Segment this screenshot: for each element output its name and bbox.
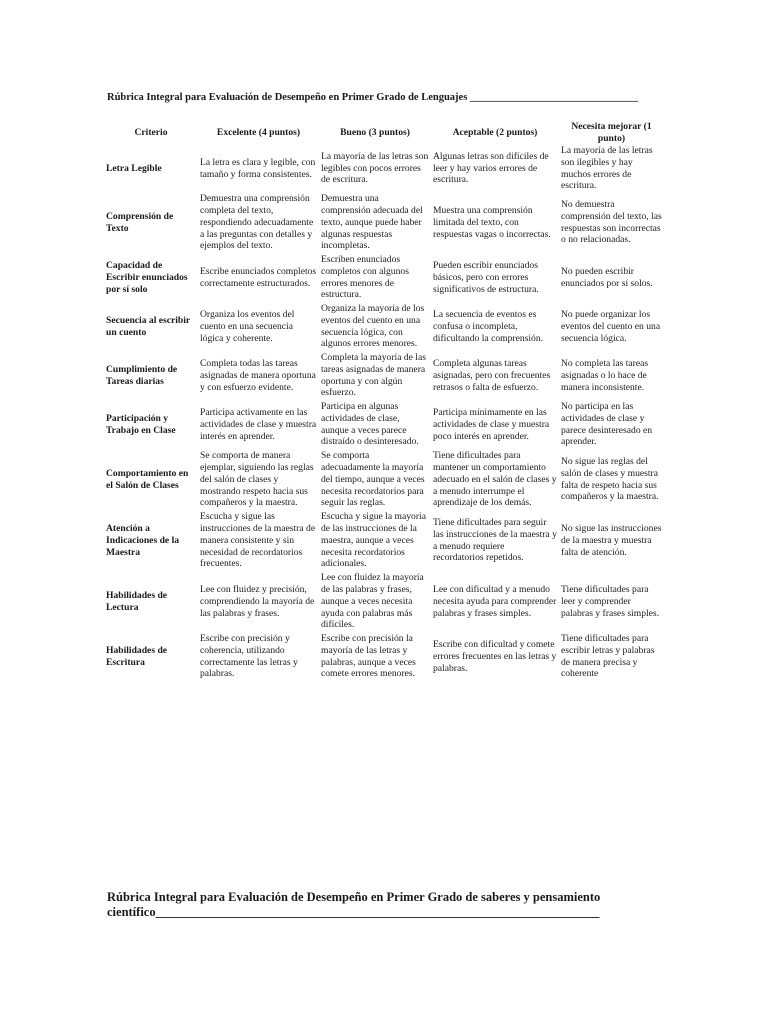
table-row xyxy=(104,510,664,571)
aceptable-cell: Completa algunas tareas asignadas, pero con frecuentes retrasos o falta de esfuerzo. xyxy=(433,357,551,393)
table-row xyxy=(104,253,664,302)
excelente-cell: Escribe enunciados completos correctamente estructurados. xyxy=(200,265,317,289)
necesita-mejorar-cell: No pueden escribir enunciados por sí solos. xyxy=(561,265,653,289)
bueno-cell: Lee con fluidez la mayoría de las palabras y frases, aunque a veces necesita ayuda con palabras más difíciles. xyxy=(321,572,424,631)
excelente-cell: Participa activamente en las actividades de clase y muestra interés en aprender. xyxy=(200,406,317,442)
criterion-cell: Comportamiento en el Salón de Clases xyxy=(106,467,189,491)
bueno-cell: Organiza la mayoría de los eventos del cuento en una secuencia lógica, con algunos errores menores. xyxy=(321,303,425,350)
aceptable-cell: Muestra una comprensión limitada del texto, con respuestas vagas o incorrectas. xyxy=(433,204,551,240)
criterion-cell: Participación y Trabajo en Clase xyxy=(106,412,176,436)
bueno-cell: La mayoría de las letras son legibles con pocos errores de escritura. xyxy=(321,150,429,186)
excelente-cell: Completa todas las tareas asignadas de manera oportuna y con esfuerzo evidente. xyxy=(200,357,316,393)
second-rubric-title: Rúbrica Integral para Evaluación de Desempeño en Primer Grado de saberes y pensamiento científico_______________________________________________________________________ xyxy=(107,890,601,919)
bueno-cell: Escriben enunciados completos con algunos errores menores de estructura. xyxy=(321,254,409,301)
criterion-cell: Secuencia al escribir un cuento xyxy=(106,314,191,338)
table-row xyxy=(104,192,664,253)
bueno-cell: Demuestra una comprensión adecuada del texto, aunque puede haber algunas respuestas incompletas. xyxy=(321,193,423,252)
excelente-cell: Se comporta de manera ejemplar, siguiendo las reglas del salón de clases y mostrando respeto hacia sus compañeros y la maestra. xyxy=(200,450,314,509)
header-aceptable: Aceptable (2 puntos) xyxy=(452,127,538,139)
necesita-mejorar-cell: No puede organizar los eventos del cuento en una secuencia lógica. xyxy=(561,308,661,344)
table-row xyxy=(104,571,664,632)
table-row xyxy=(104,351,664,400)
criterion-cell: Habilidades de Lectura xyxy=(106,589,168,613)
bueno-cell: Escribe con precisión la mayoría de las letras y palabras, aunque a veces comete errores menores. xyxy=(321,633,416,680)
header-necesita-mejorar: Necesita mejorar (1 punto) xyxy=(571,121,652,144)
necesita-mejorar-cell: No sigue las reglas del salón de clases y muestra falta de respeto hacia sus compañeros y la maestra. xyxy=(561,456,659,503)
table-row xyxy=(104,145,664,192)
aceptable-cell: Tiene dificultades para mantener un comportamiento adecuado en el salón de clases y a menudo interrumpe el aprendizaje de los demás. xyxy=(433,450,557,509)
aceptable-cell: Escribe con dificultad y comete errores frecuentes en las letras y palabras. xyxy=(433,638,557,674)
header-bueno: Bueno (3 puntos) xyxy=(340,127,410,139)
excelente-cell: Escucha y sigue las instrucciones de la maestra de manera consistente y sin necesidad de recordatorios frecuentes. xyxy=(200,511,316,570)
table-row xyxy=(104,400,664,449)
aceptable-cell: La secuencia de eventos es confusa o incompleta, dificultando la comprensión. xyxy=(433,308,544,344)
criterion-cell: Letra Legible xyxy=(106,162,162,174)
header-criterio: Criterio xyxy=(134,127,168,139)
bueno-cell: Completa la mayoría de las tareas asignadas de manera oportuna y con algún esfuerzo. xyxy=(321,352,426,399)
bueno-cell: Participa en algunas actividades de clase, aunque a veces parece distraído o desinteresado. xyxy=(321,401,419,448)
excelente-cell: Demuestra una comprensión completa del texto, respondiendo adecuadamente a las preguntas con detalles y ejemplos del texto. xyxy=(200,193,314,252)
page-title: Rúbrica Integral para Evaluación de Desempeño en Primer Grado de Lenguajes ________________________________ xyxy=(107,92,638,103)
necesita-mejorar-cell: La mayoría de las letras son ilegibles y hay muchos errores de escritura. xyxy=(561,145,653,192)
criterion-cell: Cumplimiento de Tareas diarias xyxy=(106,363,178,387)
bueno-cell: Se comporta adecuadamente la mayoría del tiempo, aunque a veces necesita recordatorios para seguir las reglas. xyxy=(321,450,425,509)
table-header-row xyxy=(104,121,664,145)
necesita-mejorar-cell: No completa las tareas asignadas o lo hace de manera inconsistente. xyxy=(561,357,649,393)
table-row xyxy=(104,302,664,351)
necesita-mejorar-cell: No participa en las actividades de clase y parece desinteresado en aprender. xyxy=(561,401,653,448)
excelente-cell: Escribe con precisión y coherencia, utilizando correctamente las letras y palabras. xyxy=(200,633,298,680)
table-row xyxy=(104,449,664,510)
aceptable-cell: Lee con dificultad y a menudo necesita ayuda para comprender palabras y frases simples. xyxy=(433,583,557,619)
header-excelente: Excelente (4 puntos) xyxy=(216,127,301,139)
criterion-cell: Capacidad de Escribir enunciados por sí solo xyxy=(106,259,188,295)
excelente-cell: La letra es clara y legible, con tamaño y forma consistentes. xyxy=(200,156,316,180)
excelente-cell: Organiza los eventos del cuento en una secuencia lógica y coherente. xyxy=(200,308,295,344)
necesita-mejorar-cell: Tiene dificultades para leer y comprender palabras y frases simples. xyxy=(561,583,660,619)
excelente-cell: Lee con fluidez y precisión, comprendiendo la mayoría de las palabras y frases. xyxy=(200,583,315,619)
aceptable-cell: Participa mínimamente en las actividades de clase y muestra poco interés en aprender. xyxy=(433,406,550,442)
criterion-cell: Habilidades de Escritura xyxy=(106,644,168,668)
bueno-cell: Escucha y sigue la mayoría de las instrucciones de la maestra, aunque a veces necesita recordatorios adicionales. xyxy=(321,511,426,570)
table-row xyxy=(104,632,664,681)
rubric-table xyxy=(104,121,664,681)
aceptable-cell: Pueden escribir enunciados básicos, pero con errores significativos de estructura. xyxy=(433,259,539,295)
necesita-mejorar-cell: No sigue las instrucciones de la maestra y muestra falta de atención. xyxy=(561,522,662,558)
aceptable-cell: Algunas letras son difíciles de leer y hay varios errores de escritura. xyxy=(433,150,549,186)
aceptable-cell: Tiene dificultades para seguir las instrucciones de la maestra y a menudo requiere recordatorios repetidos. xyxy=(433,517,557,564)
criterion-cell: Atención a Indicaciones de la Maestra xyxy=(106,522,180,558)
necesita-mejorar-cell: No demuestra comprensión del texto, las respuestas son incorrectas o no relacionadas. xyxy=(561,199,662,246)
criterion-cell: Comprensión de Texto xyxy=(106,210,174,234)
necesita-mejorar-cell: Tiene dificultades para escribir letras y palabras de manera precisa y coherente xyxy=(561,633,655,680)
